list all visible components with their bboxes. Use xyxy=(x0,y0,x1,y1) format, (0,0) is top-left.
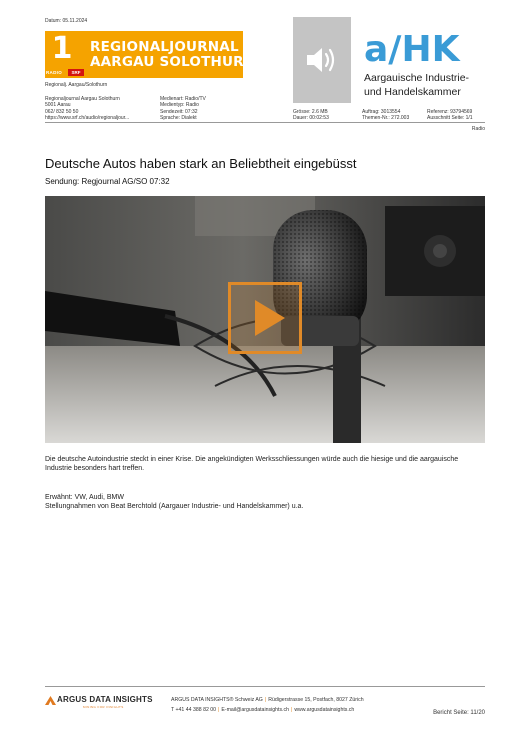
file-meta: Grösse: 2.6 MB Dauer: 00:02:53 xyxy=(293,108,329,122)
audio-player-image[interactable] xyxy=(45,196,485,443)
play-button[interactable] xyxy=(228,282,302,354)
broadcast-info: Sendung: Regjournal AG/SO 07:32 xyxy=(45,177,170,186)
footer-address: ARGUS DATA INSIGHTS® Schweiz AG | Rüdigerstrasse 15, Postfach, 8027 Zürich xyxy=(171,697,364,703)
footer-email-link[interactable]: E-mail@argusdatainsights.ch xyxy=(221,707,289,713)
article-lead: Die deutsche Autoindustrie steckt in einer Krise. Die angekündigten Werksschliessungen würde auch die hiesige und die aargauische Industrie besonders hart treffen. xyxy=(45,456,459,472)
srf-regionaljournal-logo: 1 RADIO SRF REGIONALJOURNAL AARGAU SOLOTHURN xyxy=(45,31,243,78)
argus-logo: ARGUS DATA INSIGHTS MINING FOR INSIGHTS xyxy=(45,695,155,709)
report-date: Datum: 05.11.2024 xyxy=(45,18,88,24)
reference-meta: Referenz: 93794569 Ausschnitt Seite: 1/1 xyxy=(427,108,473,122)
mentioned-companies: Erwähnt: VW, Audi, BMW xyxy=(45,494,124,501)
footer-contact: T +41 44 388 82 00 | E-mail@argusdatainsights.ch | www.argusdatainsights.ch xyxy=(171,707,355,713)
article-headline: Deutsche Autos haben stark an Beliebtheit eingebüsst xyxy=(45,156,357,171)
order-meta: Auftrag: 3013554 Themen-Nr.: 272.003 xyxy=(362,108,410,122)
station-name: Regionalj. Aargau/Solothurn xyxy=(45,82,108,88)
statements-line: Stellungnahmen von Beat Berchtold (Aargauer Industrie- und Handelskammer) u.a. xyxy=(45,503,304,510)
aihk-mark xyxy=(364,28,492,68)
source-url[interactable]: https://www.srf.ch/audio/regionaljour... xyxy=(45,115,130,122)
media-meta: Medienart: Radio/TV Medientyp: Radio Sendezeit: 07:32 Sprache: Dialekt xyxy=(160,96,206,122)
media-type-tag: Radio xyxy=(471,126,485,132)
svg-text:a/HK: a/HK xyxy=(364,29,460,68)
play-icon xyxy=(255,300,285,336)
footer-website-link[interactable]: www.argusdatainsights.ch xyxy=(294,707,355,713)
page-number: Bericht Seite: 11/20 xyxy=(433,710,485,716)
source-address: Regionaljournal Aargau Solothurn 5001 Aarau 062/ 832 50 50 https://www.srf.ch/audio/regionaljour... xyxy=(45,96,155,122)
argus-swoosh-icon xyxy=(45,696,56,705)
speaker-icon xyxy=(305,45,339,75)
audio-type-box xyxy=(293,17,351,103)
header-divider xyxy=(45,122,485,123)
aihk-logo: a/HK Aargauische Industrie- und Handelskammer xyxy=(362,28,492,100)
footer-divider xyxy=(45,686,485,687)
